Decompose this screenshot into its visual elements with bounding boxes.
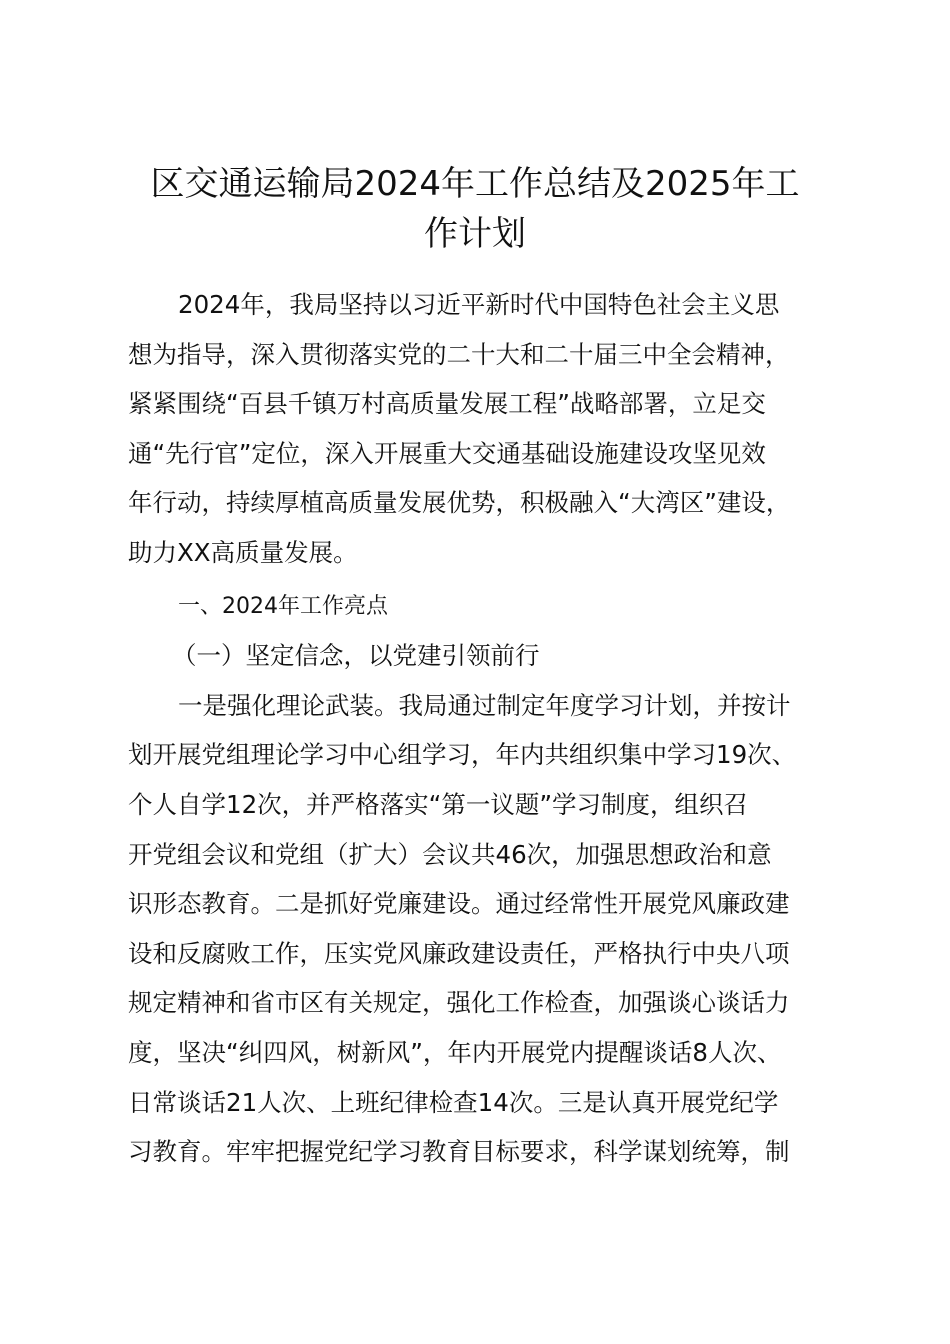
paragraph-line: 助力XX高质量发展。 (128, 537, 358, 567)
document-body (128, 280, 832, 1177)
paragraph-line: 设和反腐败工作，压实党风廉政建设责任，严格执行中央八项 (128, 938, 790, 968)
paragraph-line: 习教育。牢牢把握党纪学习教育目标要求，科学谋划统筹，制 (128, 1137, 790, 1167)
paragraph-line: 识形态教育。二是抓好党廉建设。通过经常性开展党风廉政建 (128, 889, 790, 919)
paragraph-line: 规定精神和省市区有关规定，强化工作检查，加强谈心谈话力 (128, 988, 790, 1018)
paragraph-line: 紧紧围绕“百县千镇万村高质量发展工程”战略部署，立足交 (128, 389, 766, 419)
title-line-1: 区交通运输局2024年工作总结及2025年工 (150, 164, 800, 204)
document-title (120, 160, 830, 259)
paragraph-line: 年行动，持续厚植高质量发展优势，积极融入“大湾区”建设， (128, 488, 791, 518)
subsection-heading: （一）坚定信念，以党建引领前行 (172, 641, 540, 671)
paragraph-line: 度，坚决“纠四风，树新风”，年内开展党内提醒谈话8人次、 (128, 1037, 782, 1067)
paragraph-line: 2024年，我局坚持以习近平新时代中国特色社会主义思 (178, 290, 780, 319)
paragraph-line: 日常谈话21人次、上班纪律检查14次。三是认真开展党纪学 (128, 1087, 779, 1117)
section-heading: 一、2024年工作亮点 (178, 593, 388, 619)
paragraph-line: 开党组会议和党组（扩大）会议共46次，加强思想政治和意 (128, 839, 772, 869)
paragraph-line: 个人自学12次，并严格落实“第一议题”学习制度，组织召 (128, 789, 749, 819)
paragraph-line: 想为指导，深入贯彻落实党的二十大和二十届三中全会精神， (128, 339, 790, 369)
title-line-2: 作计划 (424, 213, 526, 254)
paragraph-line: 一是强化理论武装。我局通过制定年度学习计划，并按计 (178, 690, 791, 720)
paragraph-line: 划开展党组理论学习中心组学习，年内共组织集中学习19次、 (128, 740, 797, 770)
paragraph-line: 通“先行官”定位，深入开展重大交通基础设施建设攻坚见效 (128, 438, 766, 468)
